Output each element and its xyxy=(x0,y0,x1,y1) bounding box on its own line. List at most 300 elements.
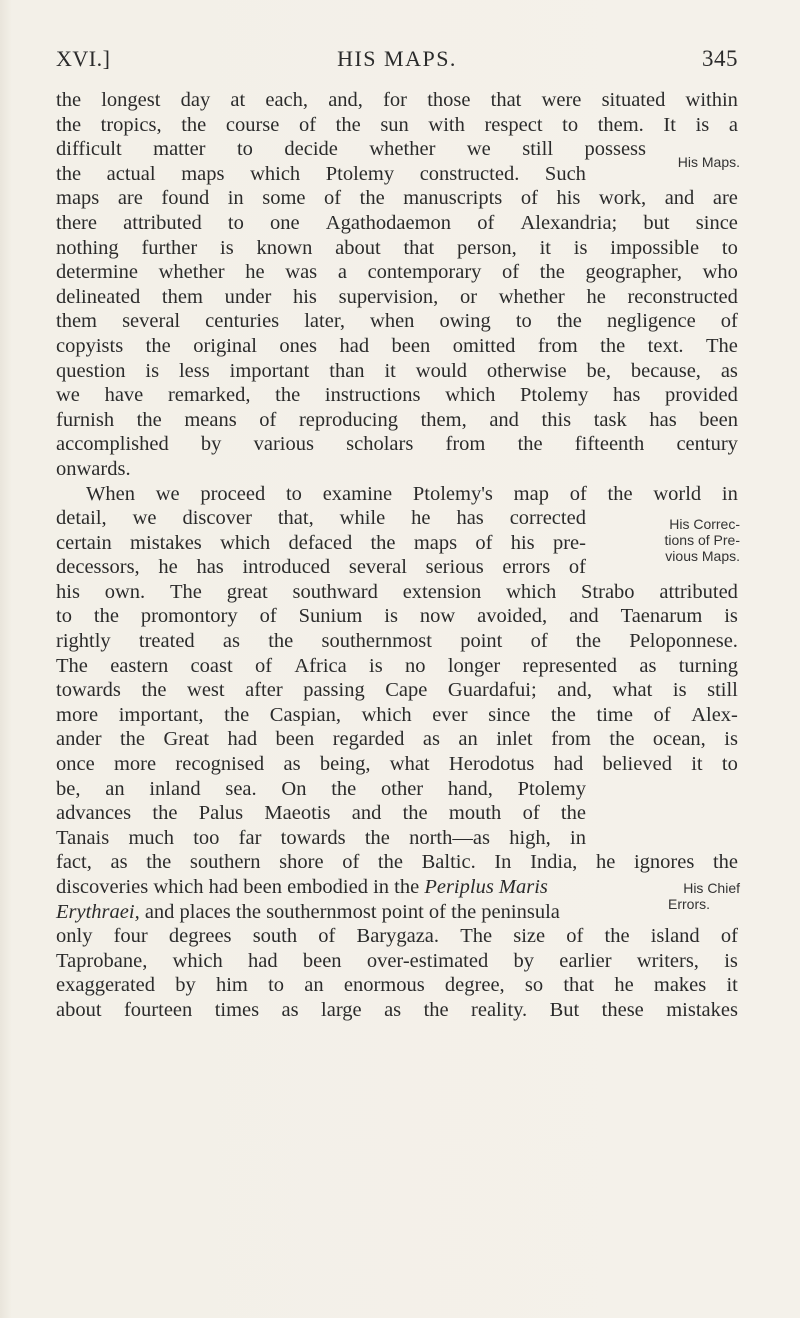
word: what xyxy=(612,679,653,702)
word: negligence xyxy=(606,310,696,333)
text-line xyxy=(56,678,738,703)
word: and, xyxy=(557,679,592,702)
word: to xyxy=(515,310,532,333)
word: Guardafui; xyxy=(447,679,537,702)
word: later, xyxy=(304,310,345,333)
word: the xyxy=(560,802,586,825)
word: Caspian, xyxy=(269,703,341,726)
word: the xyxy=(56,162,82,185)
word: has xyxy=(196,556,224,579)
word: to xyxy=(562,113,579,136)
word: who xyxy=(702,261,738,284)
word: and xyxy=(569,605,599,628)
word: be, xyxy=(586,359,612,382)
word: the xyxy=(335,113,361,136)
word: been xyxy=(275,728,315,751)
word: a xyxy=(728,113,738,136)
word: The xyxy=(170,580,202,603)
word: possess xyxy=(584,138,646,161)
text-line xyxy=(56,113,738,138)
word: time xyxy=(596,703,633,726)
word: north—as xyxy=(409,826,490,849)
word: under xyxy=(224,285,272,308)
word: has xyxy=(613,384,641,407)
word: own. xyxy=(104,580,146,603)
word: the xyxy=(712,851,738,874)
word: as xyxy=(110,851,128,874)
word: enormous xyxy=(343,974,425,997)
word: reality. xyxy=(471,998,528,1021)
word: Taenarum xyxy=(620,605,703,628)
word: south xyxy=(252,925,298,948)
italic-title: Periplus Maris xyxy=(424,876,548,898)
word: ones xyxy=(279,334,317,357)
word: one xyxy=(270,211,300,234)
word: or xyxy=(459,285,478,308)
word: west xyxy=(187,679,225,702)
text-line xyxy=(56,850,738,875)
word: Such xyxy=(544,162,586,185)
word: far xyxy=(238,826,262,849)
word: an xyxy=(105,777,125,800)
word: various xyxy=(253,433,314,456)
word: recognised xyxy=(175,753,265,776)
word: represented xyxy=(522,654,618,677)
word: mouth xyxy=(448,802,502,825)
word: discover xyxy=(182,507,252,530)
word: southernmost xyxy=(321,630,432,653)
word: from xyxy=(537,334,578,357)
word: still xyxy=(707,679,738,702)
word: to xyxy=(227,211,244,234)
word: which xyxy=(220,531,271,554)
word: passing xyxy=(303,679,365,702)
word: is xyxy=(220,236,234,259)
word: the xyxy=(56,113,82,136)
word: proceed xyxy=(200,482,266,505)
word: which xyxy=(506,580,557,603)
word: coast xyxy=(190,654,233,677)
word: that xyxy=(403,236,435,259)
word: them xyxy=(161,285,203,308)
word: mistakes xyxy=(666,998,738,1021)
text-line xyxy=(56,285,738,310)
word: text. xyxy=(647,334,684,357)
word: a xyxy=(337,261,347,284)
side-note-maps xyxy=(620,154,740,170)
word: point xyxy=(460,630,503,653)
word: of xyxy=(568,556,586,579)
word: introduced xyxy=(242,556,331,579)
word: he xyxy=(614,974,634,997)
word: are xyxy=(117,187,143,210)
word: the xyxy=(402,802,428,825)
word: On xyxy=(281,777,307,800)
word: about xyxy=(56,998,102,1021)
word: since xyxy=(488,703,531,726)
word: it xyxy=(384,359,396,382)
word: the xyxy=(331,777,357,800)
word: of xyxy=(298,113,317,136)
word: important xyxy=(229,359,310,382)
word: to xyxy=(721,236,738,259)
word: detail, xyxy=(56,507,107,530)
word: the xyxy=(556,310,582,333)
word: geographer, xyxy=(585,261,682,284)
word: of xyxy=(566,925,584,948)
word: had xyxy=(339,334,370,357)
word: him xyxy=(215,974,248,997)
word: further xyxy=(141,236,198,259)
word: Ptolemy xyxy=(517,777,586,800)
word: ocean, xyxy=(652,728,706,751)
word: of xyxy=(254,654,273,677)
word: he xyxy=(595,851,616,874)
word: important, xyxy=(118,703,204,726)
word: several xyxy=(122,310,181,333)
running-title: HIS MAPS. xyxy=(337,46,457,71)
word: fact, xyxy=(56,851,92,874)
word: this xyxy=(541,408,572,431)
word: avoided, xyxy=(477,605,548,628)
word: of xyxy=(502,261,520,284)
word: we xyxy=(466,138,491,161)
word: hand, xyxy=(447,777,493,800)
word: pre- xyxy=(552,531,586,554)
word: island xyxy=(650,925,700,948)
word: whether xyxy=(158,261,225,284)
page-number: 345 xyxy=(702,46,738,71)
word: question xyxy=(56,359,126,382)
word: Ptolemy xyxy=(520,384,589,407)
text-line xyxy=(56,555,586,580)
word: century xyxy=(676,433,738,456)
word: ander xyxy=(56,728,102,751)
word: Alexandria; xyxy=(520,211,618,234)
word: towards xyxy=(56,679,121,702)
word: his xyxy=(56,580,80,603)
word: with xyxy=(428,113,465,136)
word: degrees xyxy=(168,925,232,948)
word: in xyxy=(227,187,244,210)
word: had xyxy=(553,753,584,776)
word: than xyxy=(329,359,365,382)
word: determine xyxy=(56,261,138,284)
word: constructed. xyxy=(419,162,520,185)
word: as xyxy=(222,630,240,653)
word: the xyxy=(152,802,178,825)
word: otherwise xyxy=(486,359,567,382)
word: owing xyxy=(439,310,491,333)
word: as xyxy=(384,998,402,1021)
word: we xyxy=(132,507,157,530)
word: the xyxy=(359,187,385,210)
word: the xyxy=(604,925,630,948)
word: remarked, xyxy=(167,384,251,407)
word: maps xyxy=(56,187,100,210)
word: makes xyxy=(653,974,707,997)
word: the xyxy=(370,531,396,554)
word: maps xyxy=(413,531,458,554)
word: the xyxy=(539,261,565,284)
word: the xyxy=(224,703,250,726)
text-fragment: discoveries which had been embodied in the xyxy=(56,876,420,898)
word: the xyxy=(146,851,172,874)
word: sea. xyxy=(225,777,257,800)
word: Herodotus xyxy=(448,753,535,776)
word: is xyxy=(145,359,160,382)
word: whether xyxy=(369,138,436,161)
word: since xyxy=(695,211,738,234)
word: exaggerated xyxy=(56,974,156,997)
word: advances xyxy=(56,802,132,825)
word: The xyxy=(460,925,493,948)
word: serious xyxy=(425,556,484,579)
word: as xyxy=(422,728,440,751)
italic-title: Erythraei, xyxy=(56,900,140,923)
text-line xyxy=(56,531,586,556)
word: respect xyxy=(484,113,543,136)
text-line xyxy=(56,727,738,752)
word: of xyxy=(318,925,336,948)
word: task xyxy=(593,408,627,431)
word: provided xyxy=(665,384,738,407)
word: the xyxy=(364,826,390,849)
word: Ptolemy's xyxy=(412,482,493,505)
word: that xyxy=(563,974,595,997)
side-note-line: tions of Pre- xyxy=(664,532,740,548)
word: were xyxy=(541,89,582,111)
word: have xyxy=(104,384,144,407)
word: When xyxy=(86,482,135,505)
running-header xyxy=(56,46,738,78)
word: these xyxy=(601,998,644,1021)
word: ignores xyxy=(633,851,695,874)
word: which xyxy=(445,384,496,407)
word: decessors, xyxy=(56,556,140,579)
word: had xyxy=(247,949,278,972)
text-line xyxy=(56,309,738,334)
word: now xyxy=(419,605,456,628)
word: means xyxy=(184,408,237,431)
word: instructions xyxy=(324,384,421,407)
word: in xyxy=(570,826,586,849)
word: the xyxy=(575,630,601,653)
word: it xyxy=(691,753,703,776)
word: Taprobane, xyxy=(56,949,148,972)
word: Africa xyxy=(294,654,347,677)
word: Palus xyxy=(198,802,244,825)
word: the xyxy=(607,482,633,505)
word: manuscripts xyxy=(403,187,503,210)
word: has xyxy=(456,507,484,530)
word: the xyxy=(119,728,146,751)
text-line xyxy=(56,383,738,408)
word: of xyxy=(342,851,360,874)
word: in xyxy=(721,482,738,505)
word: of xyxy=(324,187,342,210)
word: he xyxy=(586,285,606,308)
text-line xyxy=(56,973,738,998)
word: of xyxy=(475,531,493,554)
word: towards xyxy=(280,826,346,849)
word: Ptolemy xyxy=(325,162,395,185)
word: by xyxy=(200,433,222,456)
word: the xyxy=(136,408,162,431)
word: at xyxy=(230,89,246,111)
word: great xyxy=(226,580,268,603)
word: supervision, xyxy=(338,285,439,308)
word: contemporary xyxy=(367,261,482,284)
word: an xyxy=(458,728,478,751)
word: of xyxy=(530,630,548,653)
word: defaced xyxy=(288,531,353,554)
word: high, xyxy=(509,826,551,849)
word: the xyxy=(609,728,635,751)
word: an xyxy=(304,974,324,997)
word: the xyxy=(275,384,301,407)
word: actual xyxy=(106,162,156,185)
text-line xyxy=(56,924,738,949)
word: less xyxy=(178,359,210,382)
word: and xyxy=(489,408,519,431)
word: from xyxy=(445,433,486,456)
word: The xyxy=(56,654,88,677)
text-line xyxy=(56,703,738,728)
word: degree, xyxy=(444,974,505,997)
word: earlier xyxy=(559,949,612,972)
word: other xyxy=(381,777,424,800)
word: the xyxy=(423,998,449,1021)
word: much xyxy=(128,826,174,849)
side-note-line: vious Maps. xyxy=(665,548,740,564)
word: which xyxy=(250,162,301,185)
text-line xyxy=(56,408,738,433)
word: Alex- xyxy=(691,703,738,726)
word: be, xyxy=(56,777,81,800)
word: The xyxy=(706,334,738,357)
word: and xyxy=(351,802,382,825)
word: the xyxy=(93,605,119,628)
word: large xyxy=(321,998,362,1021)
word: is xyxy=(724,949,738,972)
word: treated xyxy=(138,630,195,653)
word: had xyxy=(227,728,258,751)
word: to xyxy=(721,753,738,776)
word: as xyxy=(720,359,738,382)
word: has xyxy=(649,408,677,431)
text-line xyxy=(56,432,738,457)
word: been xyxy=(391,334,431,357)
text-line xyxy=(56,580,738,605)
word: which xyxy=(361,703,412,726)
word: of xyxy=(477,211,495,234)
word: to xyxy=(236,138,253,161)
word: times xyxy=(214,998,260,1021)
word: he xyxy=(411,507,431,530)
word: over-estimated xyxy=(366,949,489,972)
text-line xyxy=(56,998,738,1023)
text-line xyxy=(56,801,586,826)
word: turning xyxy=(678,654,738,677)
word: those xyxy=(427,89,471,111)
word: Baltic. xyxy=(421,851,476,874)
word: as xyxy=(281,998,299,1021)
word: extension xyxy=(402,580,482,603)
word: once xyxy=(56,753,95,776)
text-line xyxy=(56,482,738,507)
word: person, xyxy=(457,236,517,259)
word: them, xyxy=(420,408,467,431)
word: of xyxy=(653,703,671,726)
word: only xyxy=(56,925,93,948)
word: four xyxy=(113,925,148,948)
word: while xyxy=(339,507,386,530)
word: But xyxy=(549,998,580,1021)
word: promontory xyxy=(140,605,238,628)
word: that xyxy=(490,89,522,111)
word: some xyxy=(262,187,306,210)
word: eastern xyxy=(110,654,169,677)
word: Great xyxy=(163,728,210,751)
word: regarded xyxy=(332,728,405,751)
word: the xyxy=(377,851,403,874)
word: still xyxy=(522,138,554,161)
text-line xyxy=(56,949,738,974)
text-fragment: and places the southernmost point of the peninsula xyxy=(144,900,560,923)
text-line xyxy=(56,629,738,654)
word: of xyxy=(522,802,540,825)
word: as xyxy=(283,753,301,776)
word: by xyxy=(175,974,196,997)
word: Tanais xyxy=(56,826,110,849)
word: being, xyxy=(319,753,371,776)
text-line: onwards. xyxy=(56,457,131,480)
text-line xyxy=(56,826,586,851)
text-line xyxy=(56,211,738,236)
word: what xyxy=(389,753,430,776)
word: longer xyxy=(447,654,501,677)
word: we xyxy=(155,482,180,505)
word: writers, xyxy=(636,949,699,972)
word: is xyxy=(384,605,398,628)
text-line xyxy=(56,752,738,777)
word: reconstructed xyxy=(627,285,738,308)
chapter-number: XVI.] xyxy=(56,46,111,71)
word: believed xyxy=(602,753,672,776)
word: certain xyxy=(56,531,112,554)
word: Peloponnese. xyxy=(629,630,738,653)
word: course xyxy=(225,113,280,136)
word: of xyxy=(520,187,538,210)
word: so xyxy=(524,974,544,997)
word: attributed xyxy=(123,211,202,234)
word: shore xyxy=(279,851,324,874)
text-line xyxy=(56,506,586,531)
word: about xyxy=(335,236,381,259)
word: his xyxy=(292,285,317,308)
word: we xyxy=(56,384,80,407)
word: them. xyxy=(597,113,644,136)
word: them xyxy=(56,310,97,333)
word: longest xyxy=(101,89,161,111)
word: there xyxy=(56,211,97,234)
side-note-line: Errors. xyxy=(668,896,710,912)
word: accomplished xyxy=(56,433,169,456)
word: Cape xyxy=(385,679,428,702)
word: more xyxy=(56,703,99,726)
word: Barygaza. xyxy=(356,925,440,948)
